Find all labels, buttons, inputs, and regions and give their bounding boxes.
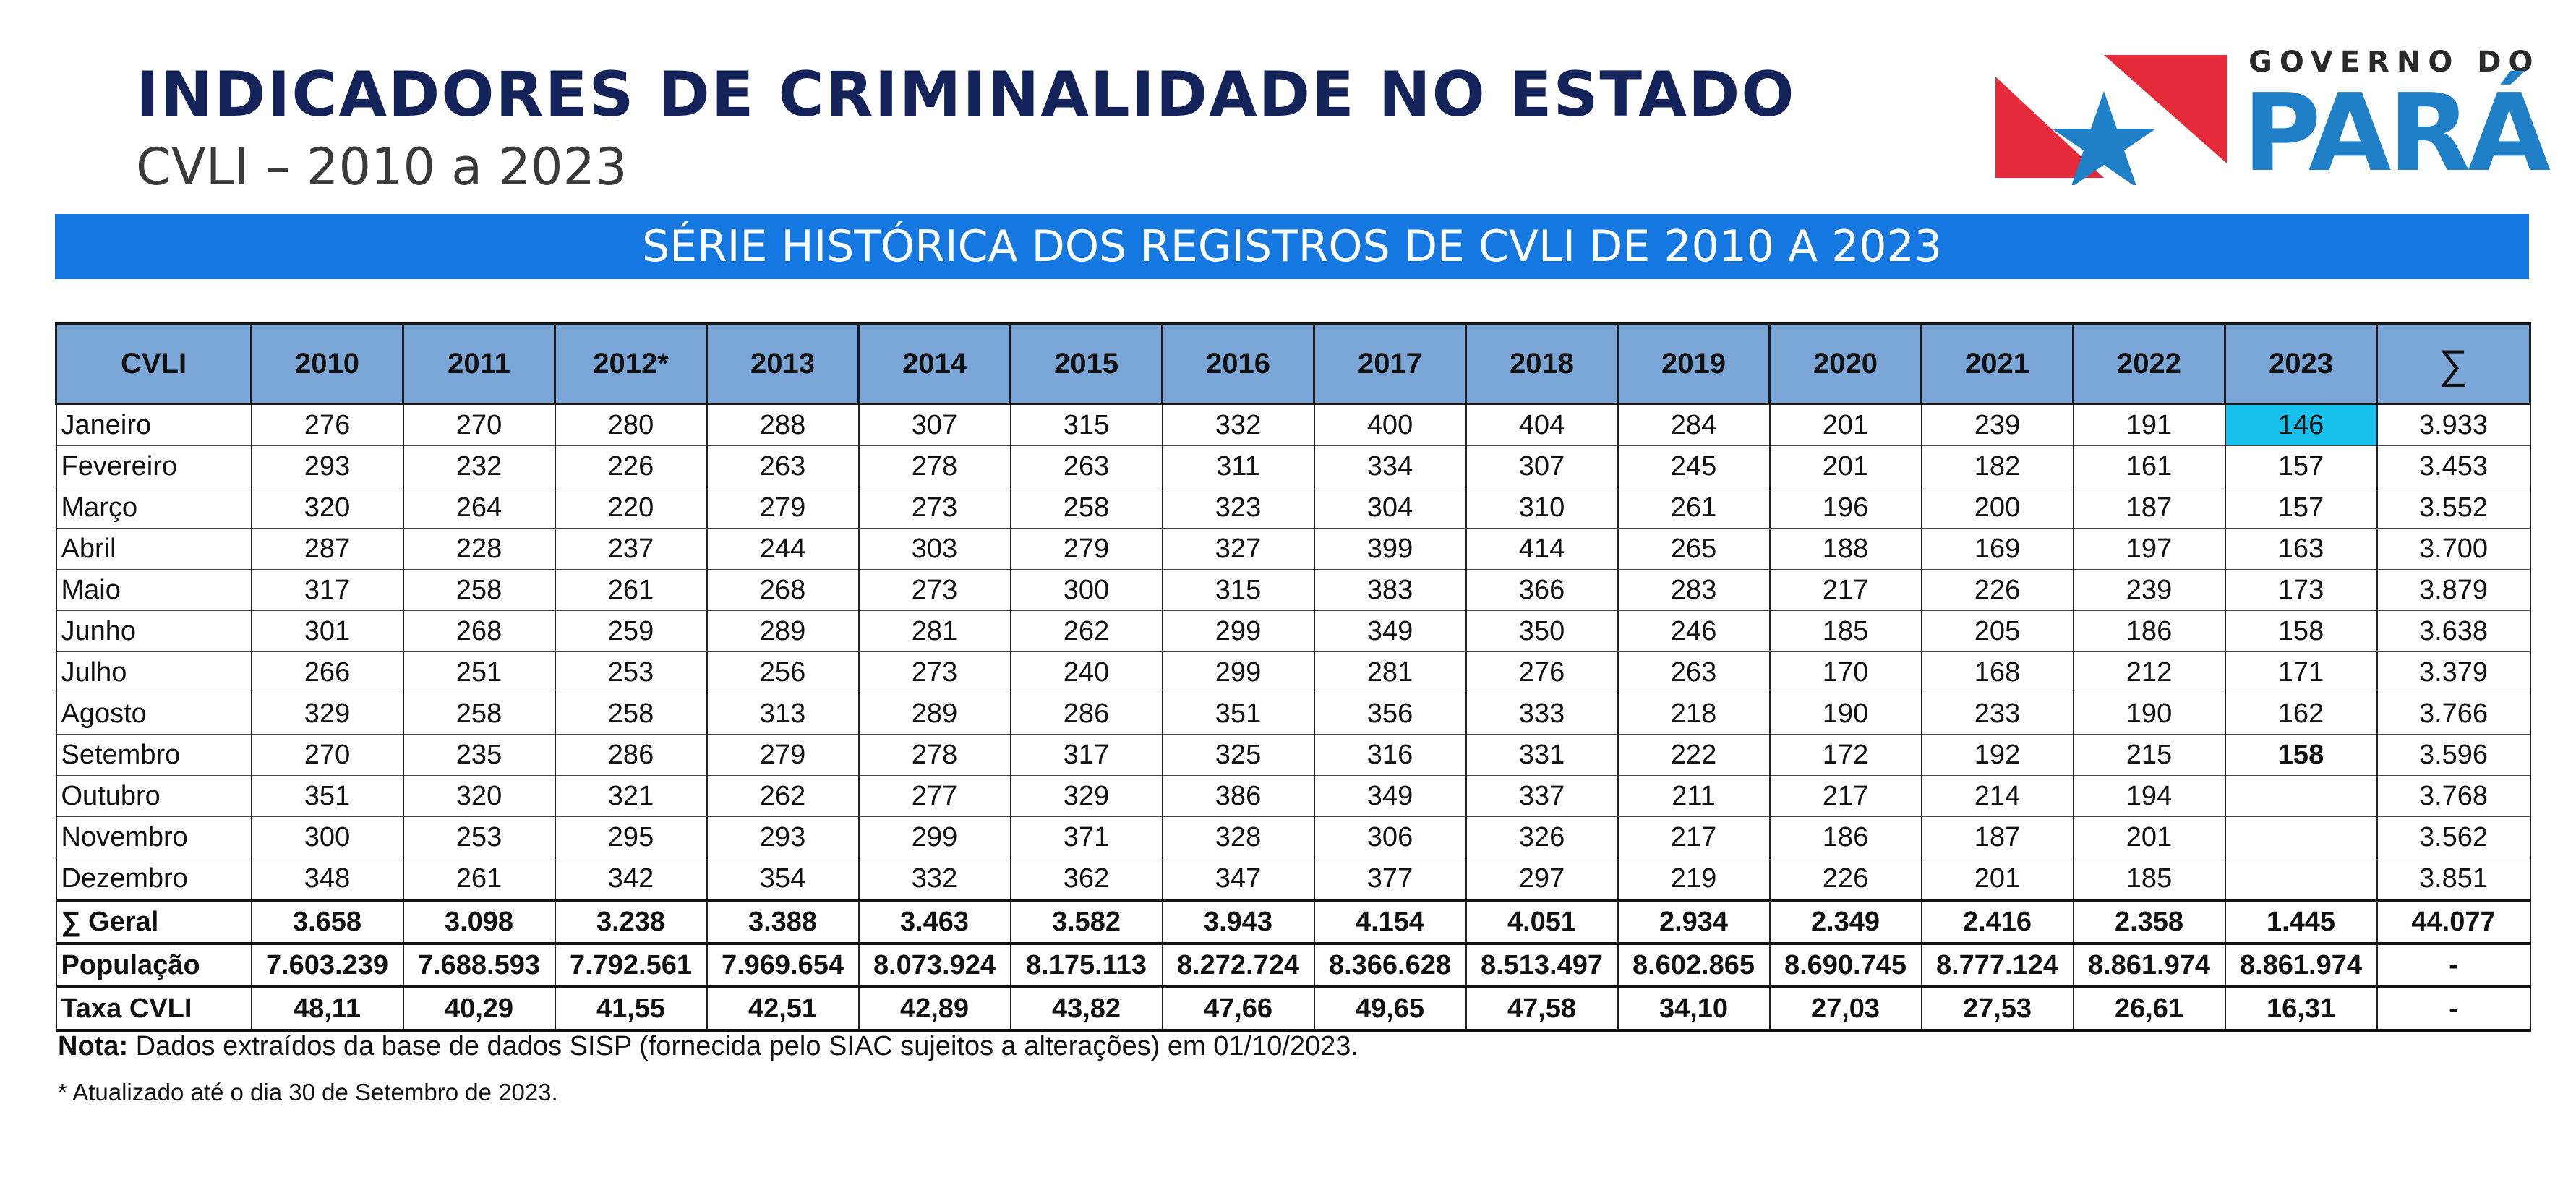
- table-cell: 47,66: [1163, 987, 1314, 1030]
- table-cell: 42,89: [859, 987, 1011, 1030]
- table-cell: 313: [707, 693, 859, 735]
- table-cell: 315: [1011, 404, 1163, 446]
- table-cell: 8.861.974: [2074, 944, 2225, 987]
- table-cell: 3.453: [2377, 446, 2530, 487]
- table-cell: 283: [1618, 570, 1770, 611]
- table-cell: 261: [555, 570, 707, 611]
- table-cell: 263: [707, 446, 859, 487]
- table-cell: 331: [1466, 735, 1618, 776]
- table-cell: 48,11: [252, 987, 403, 1030]
- table-cell: 8.272.724: [1163, 944, 1314, 987]
- table-cell: 3.933: [2377, 404, 2530, 446]
- table-cell: 3.638: [2377, 611, 2530, 652]
- table-cell: 289: [859, 693, 1011, 735]
- table-cell: 321: [555, 776, 707, 817]
- table-cell: 256: [707, 652, 859, 693]
- cvli-table: [55, 322, 2531, 1032]
- table-cell: 2.358: [2074, 900, 2225, 944]
- table-cell: 317: [252, 570, 403, 611]
- row-label: Julho: [56, 652, 252, 693]
- month-row: [56, 693, 2530, 735]
- table-cell: 286: [555, 735, 707, 776]
- table-cell: 306: [1314, 817, 1466, 858]
- table-cell: 8.861.974: [2225, 944, 2377, 987]
- table-cell: 279: [707, 487, 859, 529]
- table-cell: 266: [252, 652, 403, 693]
- table-cell: 228: [403, 529, 555, 570]
- table-cell: 44.077: [2377, 900, 2530, 944]
- table-cell: 182: [1922, 446, 2074, 487]
- table-cell: 263: [1011, 446, 1163, 487]
- series-banner: SÉRIE HISTÓRICA DOS REGISTROS DE CVLI DE 2010 A 2023: [55, 214, 2529, 279]
- table-cell: 163: [2225, 529, 2377, 570]
- table-cell: 348: [252, 858, 403, 901]
- table-cell: 265: [1618, 529, 1770, 570]
- data-source-note: [58, 1032, 1358, 1060]
- table-cell: 253: [403, 817, 555, 858]
- table-cell: 329: [1011, 776, 1163, 817]
- column-header-year: 2020: [1770, 324, 1922, 404]
- table-cell: 169: [1922, 529, 2074, 570]
- table-cell: 158: [2225, 735, 2377, 776]
- row-label: Janeiro: [56, 404, 252, 446]
- table-cell: 323: [1163, 487, 1314, 529]
- table-cell: 2.349: [1770, 900, 1922, 944]
- month-row: [56, 446, 2530, 487]
- column-header-year: 2023: [2225, 324, 2377, 404]
- table-cell: 219: [1618, 858, 1770, 901]
- table-cell: 161: [2074, 446, 2225, 487]
- table-cell: 186: [1770, 817, 1922, 858]
- row-label: Maio: [56, 570, 252, 611]
- table-cell: 337: [1466, 776, 1618, 817]
- column-header-year: 2011: [403, 324, 555, 404]
- table-cell: 366: [1466, 570, 1618, 611]
- table-cell: 349: [1314, 611, 1466, 652]
- row-label: Abril: [56, 529, 252, 570]
- table-cell: 399: [1314, 529, 1466, 570]
- column-header-year: 2022: [2074, 324, 2225, 404]
- month-row: [56, 776, 2530, 817]
- row-label: Dezembro: [56, 858, 252, 901]
- table-cell: 239: [2074, 570, 2225, 611]
- table-cell: 284: [1618, 404, 1770, 446]
- table-header-row: [56, 324, 2530, 404]
- note-label: Nota:: [58, 1031, 129, 1061]
- row-label: Agosto: [56, 693, 252, 735]
- table-cell: 333: [1466, 693, 1618, 735]
- table-cell: 258: [403, 693, 555, 735]
- table-cell: 42,51: [707, 987, 859, 1030]
- table-cell: 3.766: [2377, 693, 2530, 735]
- table-cell: 371: [1011, 817, 1163, 858]
- table-cell: 34,10: [1618, 987, 1770, 1030]
- table-cell: 186: [2074, 611, 2225, 652]
- table-cell: 349: [1314, 776, 1466, 817]
- table-cell: 281: [859, 611, 1011, 652]
- table-cell: 404: [1466, 404, 1618, 446]
- table-cell: 326: [1466, 817, 1618, 858]
- table-cell: 157: [2225, 487, 2377, 529]
- table-cell: 226: [555, 446, 707, 487]
- page-subtitle: CVLI – 2010 a 2023: [136, 137, 628, 197]
- table-cell: 311: [1163, 446, 1314, 487]
- month-row: [56, 529, 2530, 570]
- table-cell: 8.073.924: [859, 944, 1011, 987]
- table-cell: 246: [1618, 611, 1770, 652]
- table-cell: 263: [1618, 652, 1770, 693]
- table-cell: 188: [1770, 529, 1922, 570]
- row-label: Junho: [56, 611, 252, 652]
- table-cell: 4.051: [1466, 900, 1618, 944]
- page-title: INDICADORES DE CRIMINALIDADE NO ESTADO: [136, 59, 1796, 131]
- table-cell: 49,65: [1314, 987, 1466, 1030]
- table-cell: 386: [1163, 776, 1314, 817]
- row-label: Outubro: [56, 776, 252, 817]
- table-cell: 293: [252, 446, 403, 487]
- table-cell: 295: [555, 817, 707, 858]
- table-cell: 201: [1770, 446, 1922, 487]
- table-cell: 4.154: [1314, 900, 1466, 944]
- table-cell: 362: [1011, 858, 1163, 901]
- table-cell: 8.690.745: [1770, 944, 1922, 987]
- table-cell: 211: [1618, 776, 1770, 817]
- table-cell: 270: [252, 735, 403, 776]
- column-header-year: 2010: [252, 324, 403, 404]
- table-cell: -: [2377, 987, 2530, 1030]
- table-cell: 261: [1618, 487, 1770, 529]
- table-cell: 276: [1466, 652, 1618, 693]
- table-cell: 185: [2074, 858, 2225, 901]
- row-label: Setembro: [56, 735, 252, 776]
- table-cell: 244: [707, 529, 859, 570]
- table-cell: 237: [555, 529, 707, 570]
- table-cell: 264: [403, 487, 555, 529]
- table-cell: 218: [1618, 693, 1770, 735]
- table-cell: 279: [1011, 529, 1163, 570]
- table-cell: 8.366.628: [1314, 944, 1466, 987]
- table-cell: 287: [252, 529, 403, 570]
- table-cell: 146: [2225, 404, 2377, 446]
- table-cell: 377: [1314, 858, 1466, 901]
- table-cell: 2.934: [1618, 900, 1770, 944]
- table-cell: 262: [1011, 611, 1163, 652]
- table-cell: 212: [2074, 652, 2225, 693]
- table-cell: 220: [555, 487, 707, 529]
- column-header-year: 2015: [1011, 324, 1163, 404]
- table-cell: 171: [2225, 652, 2377, 693]
- table-cell: 288: [707, 404, 859, 446]
- table-cell: 281: [1314, 652, 1466, 693]
- table-cell: 400: [1314, 404, 1466, 446]
- total-row: [56, 944, 2530, 987]
- table-cell: [2225, 776, 2377, 817]
- table-cell: 307: [1466, 446, 1618, 487]
- table-cell: 3.238: [555, 900, 707, 944]
- table-cell: 8.175.113: [1011, 944, 1163, 987]
- table-cell: 261: [403, 858, 555, 901]
- table-cell: 299: [1163, 652, 1314, 693]
- table-cell: 192: [1922, 735, 2074, 776]
- table-cell: 7.969.654: [707, 944, 859, 987]
- table-cell: 162: [2225, 693, 2377, 735]
- table-cell: 240: [1011, 652, 1163, 693]
- table-cell: 347: [1163, 858, 1314, 901]
- table-cell: 414: [1466, 529, 1618, 570]
- table-cell: 280: [555, 404, 707, 446]
- table-cell: 217: [1770, 776, 1922, 817]
- table-cell: 215: [2074, 735, 2225, 776]
- table-cell: 3.379: [2377, 652, 2530, 693]
- table-cell: 258: [1011, 487, 1163, 529]
- table-cell: 334: [1314, 446, 1466, 487]
- table-cell: 187: [2074, 487, 2225, 529]
- table-cell: 351: [252, 776, 403, 817]
- row-label: Taxa CVLI: [56, 987, 252, 1030]
- table-cell: 259: [555, 611, 707, 652]
- table-cell: 300: [1011, 570, 1163, 611]
- table-cell: 383: [1314, 570, 1466, 611]
- table-cell: 279: [707, 735, 859, 776]
- table-cell: 268: [403, 611, 555, 652]
- table-cell: [2225, 817, 2377, 858]
- table-cell: 273: [859, 570, 1011, 611]
- table-cell: 273: [859, 487, 1011, 529]
- table-cell: 2.416: [1922, 900, 2074, 944]
- table-cell: 304: [1314, 487, 1466, 529]
- table-cell: 41,55: [555, 987, 707, 1030]
- update-footnote: * Atualizado até o dia 30 de Setembro de 2023.: [58, 1079, 558, 1106]
- table-cell: 7.603.239: [252, 944, 403, 987]
- logo-governo-text: GOVERNO DO: [2248, 46, 2541, 79]
- table-cell: 190: [2074, 693, 2225, 735]
- table-cell: 187: [1922, 817, 2074, 858]
- column-header-year: 2012*: [555, 324, 707, 404]
- note-text: Dados extraídos da base de dados SISP (fornecida pelo SIAC sujeitos a alterações) em 01/10/2023.: [128, 1031, 1359, 1061]
- table-cell: 3.582: [1011, 900, 1163, 944]
- table-cell: 328: [1163, 817, 1314, 858]
- logo-para-text: PARÁ: [2243, 71, 2548, 195]
- table-cell: 16,31: [2225, 987, 2377, 1030]
- table-cell: 226: [1770, 858, 1922, 901]
- table-cell: 351: [1163, 693, 1314, 735]
- table-cell: 217: [1770, 570, 1922, 611]
- table-cell: 3.562: [2377, 817, 2530, 858]
- table-cell: 300: [252, 817, 403, 858]
- table-cell: 196: [1770, 487, 1922, 529]
- table-cell: 8.777.124: [1922, 944, 2074, 987]
- table-cell: 327: [1163, 529, 1314, 570]
- column-header-year: 2014: [859, 324, 1011, 404]
- table-cell: 47,58: [1466, 987, 1618, 1030]
- table-cell: 315: [1163, 570, 1314, 611]
- table-cell: 235: [403, 735, 555, 776]
- column-header-sum: ∑: [2377, 324, 2530, 404]
- table-cell: 3.768: [2377, 776, 2530, 817]
- table-cell: 278: [859, 446, 1011, 487]
- table-cell: 3.463: [859, 900, 1011, 944]
- table-cell: 217: [1618, 817, 1770, 858]
- table-cell: 245: [1618, 446, 1770, 487]
- month-row: [56, 858, 2530, 901]
- table-cell: 332: [859, 858, 1011, 901]
- column-header-year: 2017: [1314, 324, 1466, 404]
- governo-para-logo: [1995, 46, 2548, 195]
- table-cell: 270: [403, 404, 555, 446]
- table-cell: 332: [1163, 404, 1314, 446]
- row-label: Novembro: [56, 817, 252, 858]
- table-cell: 185: [1770, 611, 1922, 652]
- table-cell: 222: [1618, 735, 1770, 776]
- table-cell: 197: [2074, 529, 2225, 570]
- table-cell: 320: [252, 487, 403, 529]
- table-cell: 3.552: [2377, 487, 2530, 529]
- table-cell: 329: [252, 693, 403, 735]
- table-cell: -: [2377, 944, 2530, 987]
- table-cell: 190: [1770, 693, 1922, 735]
- total-row: [56, 987, 2530, 1030]
- table-cell: 316: [1314, 735, 1466, 776]
- table-cell: 239: [1922, 404, 2074, 446]
- month-row: [56, 652, 2530, 693]
- table-cell: 3.098: [403, 900, 555, 944]
- table-cell: 170: [1770, 652, 1922, 693]
- table-cell: 1.445: [2225, 900, 2377, 944]
- table-cell: 233: [1922, 693, 2074, 735]
- table-cell: 317: [1011, 735, 1163, 776]
- table-cell: 277: [859, 776, 1011, 817]
- month-row: [56, 570, 2530, 611]
- table-cell: 157: [2225, 446, 2377, 487]
- table-body: [56, 404, 2530, 1031]
- table-cell: 27,53: [1922, 987, 2074, 1030]
- table-cell: 7.688.593: [403, 944, 555, 987]
- table-cell: 293: [707, 817, 859, 858]
- table-cell: 354: [707, 858, 859, 901]
- column-header-year: 2021: [1922, 324, 2074, 404]
- month-row: [56, 487, 2530, 529]
- row-label: Fevereiro: [56, 446, 252, 487]
- table-cell: 194: [2074, 776, 2225, 817]
- table-cell: 278: [859, 735, 1011, 776]
- table-cell: 27,03: [1770, 987, 1922, 1030]
- table-cell: 201: [1770, 404, 1922, 446]
- column-header-cvli: CVLI: [56, 324, 252, 404]
- month-row: [56, 735, 2530, 776]
- para-flag-icon: [1995, 48, 2241, 185]
- month-row: [56, 611, 2530, 652]
- table-cell: 289: [707, 611, 859, 652]
- table-cell: 276: [252, 404, 403, 446]
- table-cell: 251: [403, 652, 555, 693]
- table-cell: 350: [1466, 611, 1618, 652]
- table-cell: 320: [403, 776, 555, 817]
- table-cell: 3.700: [2377, 529, 2530, 570]
- table-cell: 297: [1466, 858, 1618, 901]
- table-cell: 3.943: [1163, 900, 1314, 944]
- table-cell: 303: [859, 529, 1011, 570]
- row-label: Março: [56, 487, 252, 529]
- table-cell: 299: [1163, 611, 1314, 652]
- column-header-year: 2013: [707, 324, 859, 404]
- column-header-year: 2018: [1466, 324, 1618, 404]
- table-cell: 172: [1770, 735, 1922, 776]
- table-cell: [2225, 858, 2377, 901]
- table-cell: 268: [707, 570, 859, 611]
- table-cell: 253: [555, 652, 707, 693]
- table-cell: 200: [1922, 487, 2074, 529]
- table-cell: 232: [403, 446, 555, 487]
- table-cell: 307: [859, 404, 1011, 446]
- table-cell: 201: [2074, 817, 2225, 858]
- table-cell: 168: [1922, 652, 2074, 693]
- table-cell: 201: [1922, 858, 2074, 901]
- table-cell: 3.879: [2377, 570, 2530, 611]
- table-cell: 3.851: [2377, 858, 2530, 901]
- table-cell: 258: [555, 693, 707, 735]
- month-row: [56, 404, 2530, 446]
- total-row: [56, 900, 2530, 944]
- table-cell: 173: [2225, 570, 2377, 611]
- table-cell: 342: [555, 858, 707, 901]
- table-cell: 226: [1922, 570, 2074, 611]
- table-cell: 205: [1922, 611, 2074, 652]
- table-cell: 299: [859, 817, 1011, 858]
- table-cell: 258: [403, 570, 555, 611]
- table-cell: 262: [707, 776, 859, 817]
- table-cell: 310: [1466, 487, 1618, 529]
- table-cell: 356: [1314, 693, 1466, 735]
- table-cell: 3.658: [252, 900, 403, 944]
- table-cell: 8.602.865: [1618, 944, 1770, 987]
- table-cell: 191: [2074, 404, 2225, 446]
- row-label: População: [56, 944, 252, 987]
- table-cell: 325: [1163, 735, 1314, 776]
- table-cell: 3.596: [2377, 735, 2530, 776]
- table-cell: 158: [2225, 611, 2377, 652]
- table-cell: 3.388: [707, 900, 859, 944]
- table-cell: 286: [1011, 693, 1163, 735]
- table-cell: 26,61: [2074, 987, 2225, 1030]
- row-label: ∑ Geral: [56, 900, 252, 944]
- table-cell: 273: [859, 652, 1011, 693]
- month-row: [56, 817, 2530, 858]
- table-cell: 7.792.561: [555, 944, 707, 987]
- table-cell: 301: [252, 611, 403, 652]
- table-cell: 8.513.497: [1466, 944, 1618, 987]
- column-header-year: 2016: [1163, 324, 1314, 404]
- column-header-year: 2019: [1618, 324, 1770, 404]
- table-cell: 40,29: [403, 987, 555, 1030]
- table-cell: 214: [1922, 776, 2074, 817]
- table-cell: 43,82: [1011, 987, 1163, 1030]
